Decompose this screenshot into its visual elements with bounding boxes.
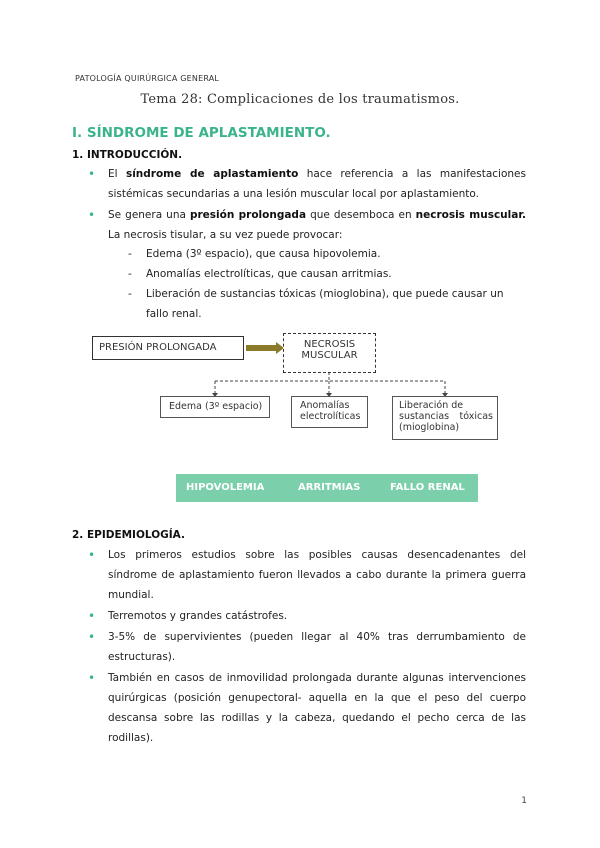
list-item: • También en casos de inmovilidad prolongada durante algunas intervenciones quirúrgicas (posición genupectoral- aquella en la que el peso del cuerpo descansa sobre las rodillas y la cabeza, quedando el pecho cerca de las rodillas). [88, 668, 526, 748]
bullet-icon: • [88, 630, 96, 644]
bullet-icon: • [88, 609, 96, 623]
outcome-renal-failure: FALLO RENAL [390, 482, 465, 493]
list-item: - Anomalías electrolíticas, que causan arritmias. [128, 268, 392, 280]
release-box: Liberación de sustancias tóxicas (mioglobina) [392, 396, 498, 440]
intro-heading: 1. INTRODUCCIÓN. [72, 149, 183, 161]
outcome-bar [176, 474, 478, 502]
bullet-icon: • [88, 167, 96, 181]
edema-box: Edema (3º espacio) [160, 396, 270, 418]
bullet-icon: • [88, 671, 96, 685]
bullet-icon: • [88, 548, 96, 562]
topic-title: Tema 28: Complicaciones de los traumatismos. [140, 92, 460, 107]
list-item: • El síndrome de aplastamiento hace referencia a las manifestaciones sistémicas secundarias a una lesión muscular local por aplastamiento. [88, 164, 526, 204]
section-title: I. SÍNDROME DE APLASTAMIENTO. [72, 125, 331, 141]
course-header: PATOLOGÍA QUIRÚRGICA GENERAL [75, 74, 220, 83]
list-item: - Liberación de sustancias tóxicas (mioglobina), que puede causar un fallo renal. [128, 288, 504, 320]
list-item: - Edema (3º espacio), que causa hipovolemia. [128, 248, 381, 260]
necrosis-box: NECROSIS MUSCULAR [283, 333, 376, 373]
epidemiology-list [88, 545, 526, 749]
bullet-icon: • [88, 208, 96, 222]
list-item: • Los primeros estudios sobre las posibles causas desencadenantes del síndrome de aplastamiento fueron llevados a cabo durante la primera guerra mundial. [88, 545, 526, 605]
page-number: 1 [521, 796, 527, 806]
outcome-hypovolemia: HIPOVOLEMIA [186, 482, 265, 493]
list-item: • 3-5% de supervivientes (pueden llegar al 40% tras derrumbamiento de estructuras). [88, 627, 526, 667]
anomalies-box: Anomalías electrolíticas [291, 396, 368, 428]
outcome-arrhythmia: ARRITMIAS [298, 482, 361, 493]
epidemiology-heading: 2. EPIDEMIOLOGÍA. [72, 529, 185, 541]
start-box: PRESIÓN PROLONGADA [92, 336, 244, 360]
list-item: • Se genera una presión prolongada que desemboca en necrosis muscular. La necrosis tisular, a su vez puede provocar: [88, 205, 526, 245]
list-item: • Terremotos y grandes catástrofes. [88, 606, 526, 626]
arrow-shaft [246, 345, 276, 351]
